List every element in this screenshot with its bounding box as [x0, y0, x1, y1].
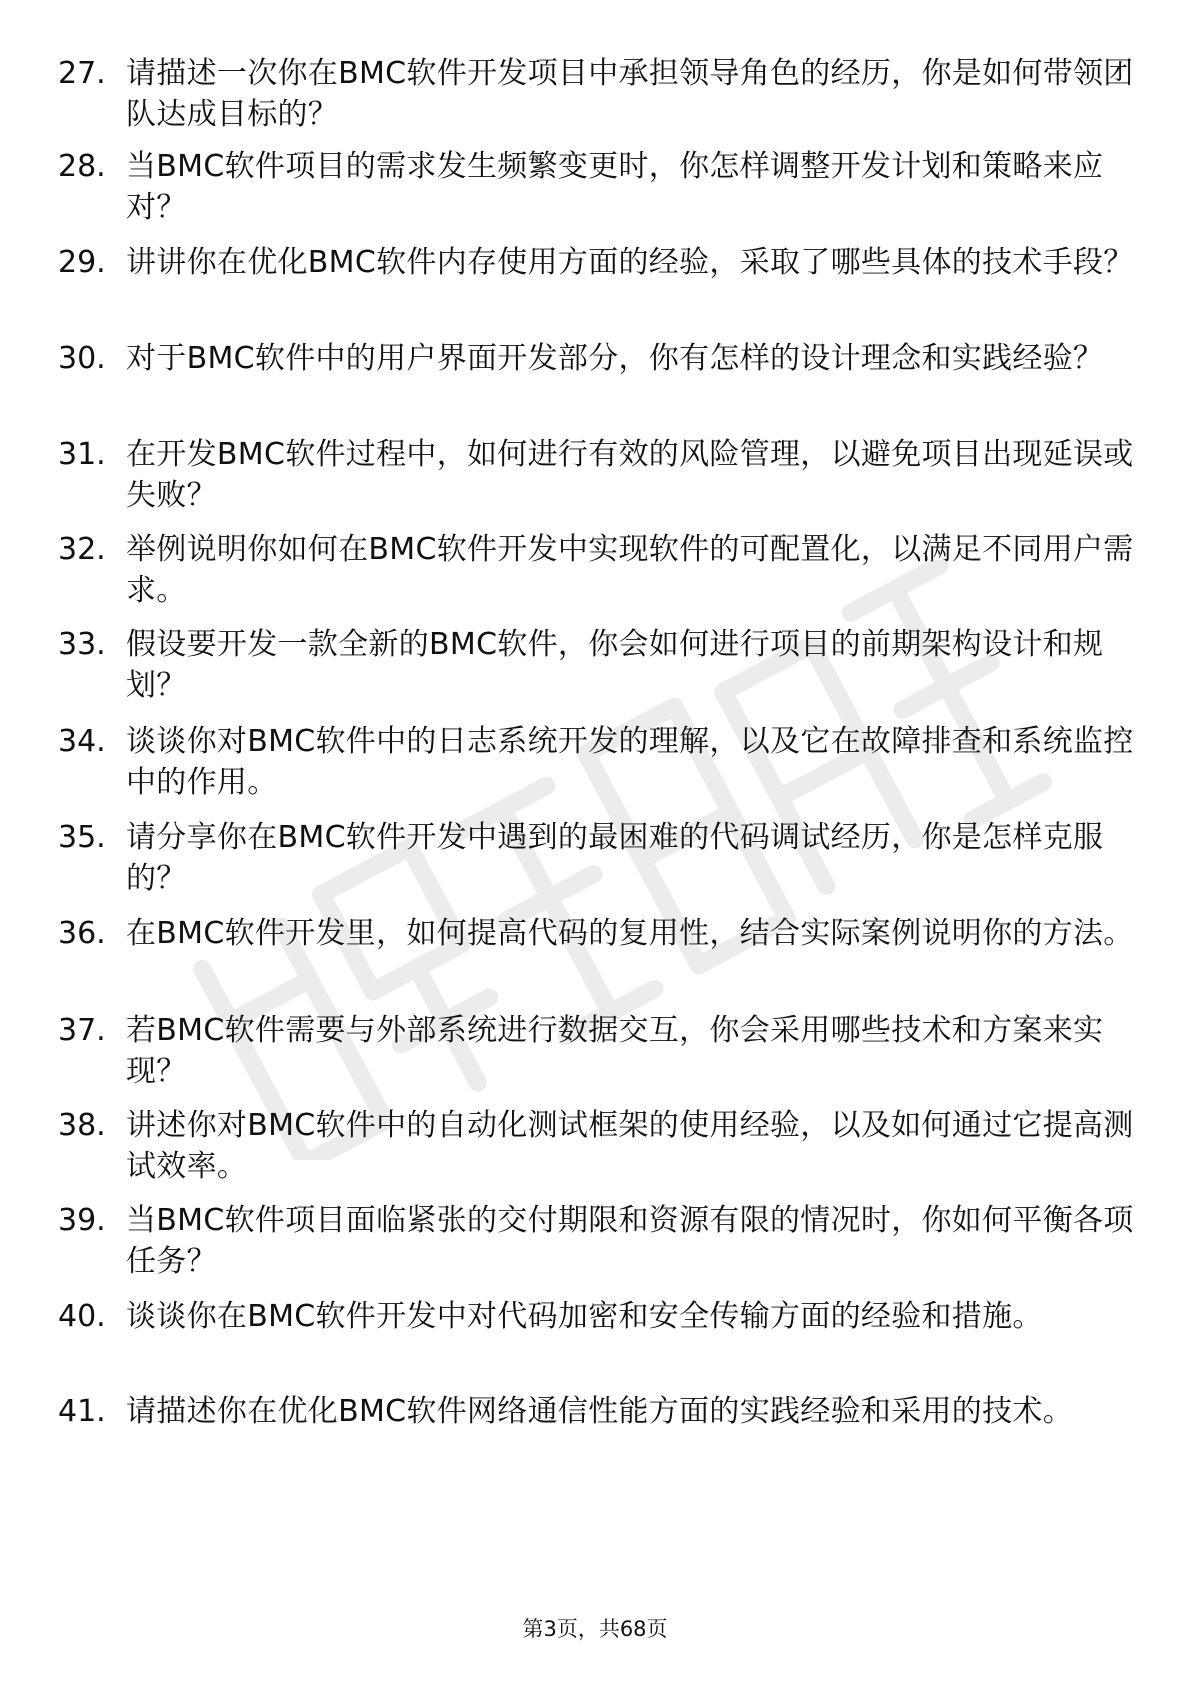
question-number: 40.: [58, 1299, 106, 1334]
question-item: [58, 338, 1138, 379]
question-text: 对于BMC软件中的用户界面开发部分，你有怎样的设计理念和实践经验？: [126, 341, 1104, 376]
question-item: [58, 529, 1138, 611]
question-text: 当BMC软件项目面临紧张的交付期限和资源有限的情况时，你如何平衡各项任务？: [126, 1203, 1134, 1279]
question-text: 请描述你在优化BMC软件网络通信性能方面的实践经验和采用的技术。: [126, 1394, 1074, 1429]
question-item: [58, 242, 1138, 283]
question-item: [58, 146, 1138, 228]
question-item: [58, 1200, 1138, 1282]
question-number: 36.: [58, 916, 106, 951]
question-text: 讲述你对BMC软件中的自动化测试框架的使用经验，以及如何通过它提高测试效率。: [126, 1108, 1134, 1184]
question-item: [58, 53, 1138, 135]
question-number: 29.: [58, 245, 106, 280]
question-number: 31.: [58, 437, 106, 472]
question-item: [58, 1296, 1138, 1337]
question-text: 谈谈你在BMC软件开发中对代码加密和安全传输方面的经验和措施。: [126, 1299, 1043, 1334]
question-item: [58, 434, 1138, 516]
question-text: 若BMC软件需要与外部系统进行数据交互，你会采用哪些技术和方案来实现？: [126, 1013, 1104, 1089]
question-item: [58, 721, 1138, 803]
question-number: 38.: [58, 1108, 106, 1143]
question-text: 请分享你在BMC软件开发中遇到的最困难的代码调试经历，你是怎样克服的？: [126, 820, 1104, 896]
question-item: [58, 624, 1138, 706]
question-text: 讲讲你在优化BMC软件内存使用方面的经验，采取了哪些具体的技术手段？: [126, 245, 1134, 280]
question-number: 32.: [58, 532, 106, 567]
question-number: 35.: [58, 820, 106, 855]
page-number-text: 第3页，共68页: [522, 1617, 668, 1641]
question-number: 39.: [58, 1203, 106, 1238]
question-text: 请描述一次你在BMC软件开发项目中承担领导角色的经历，你是如何带领团队达成目标的？: [126, 56, 1134, 132]
question-number: 28.: [58, 149, 106, 184]
question-text: 在开发BMC软件过程中，如何进行有效的风险管理，以避免项目出现延误或失败？: [126, 437, 1134, 513]
question-number: 30.: [58, 341, 106, 376]
question-item: [58, 1010, 1138, 1092]
question-number: 33.: [58, 627, 106, 662]
question-text: 假设要开发一款全新的BMC软件，你会如何进行项目的前期架构设计和规划？: [126, 627, 1104, 703]
question-text: 当BMC软件项目的需求发生频繁变更时，你怎样调整开发计划和策略来应对？: [126, 149, 1104, 225]
question-text: 谈谈你对BMC软件中的日志系统开发的理解，以及它在故障排查和系统监控中的作用。: [126, 724, 1134, 800]
question-item: [58, 913, 1138, 954]
question-item: [58, 1391, 1138, 1432]
question-number: 34.: [58, 724, 106, 759]
question-number: 27.: [58, 56, 106, 91]
question-number: 41.: [58, 1394, 106, 1429]
question-number: 37.: [58, 1013, 106, 1048]
question-item: [58, 817, 1138, 899]
question-text: 举例说明你如何在BMC软件开发中实现软件的可配置化，以满足不同用户需求。: [126, 532, 1134, 608]
page-footer: [0, 1615, 1190, 1643]
question-item: [58, 1105, 1138, 1187]
question-text: 在BMC软件开发里，如何提高代码的复用性，结合实际案例说明你的方法。: [126, 916, 1134, 951]
